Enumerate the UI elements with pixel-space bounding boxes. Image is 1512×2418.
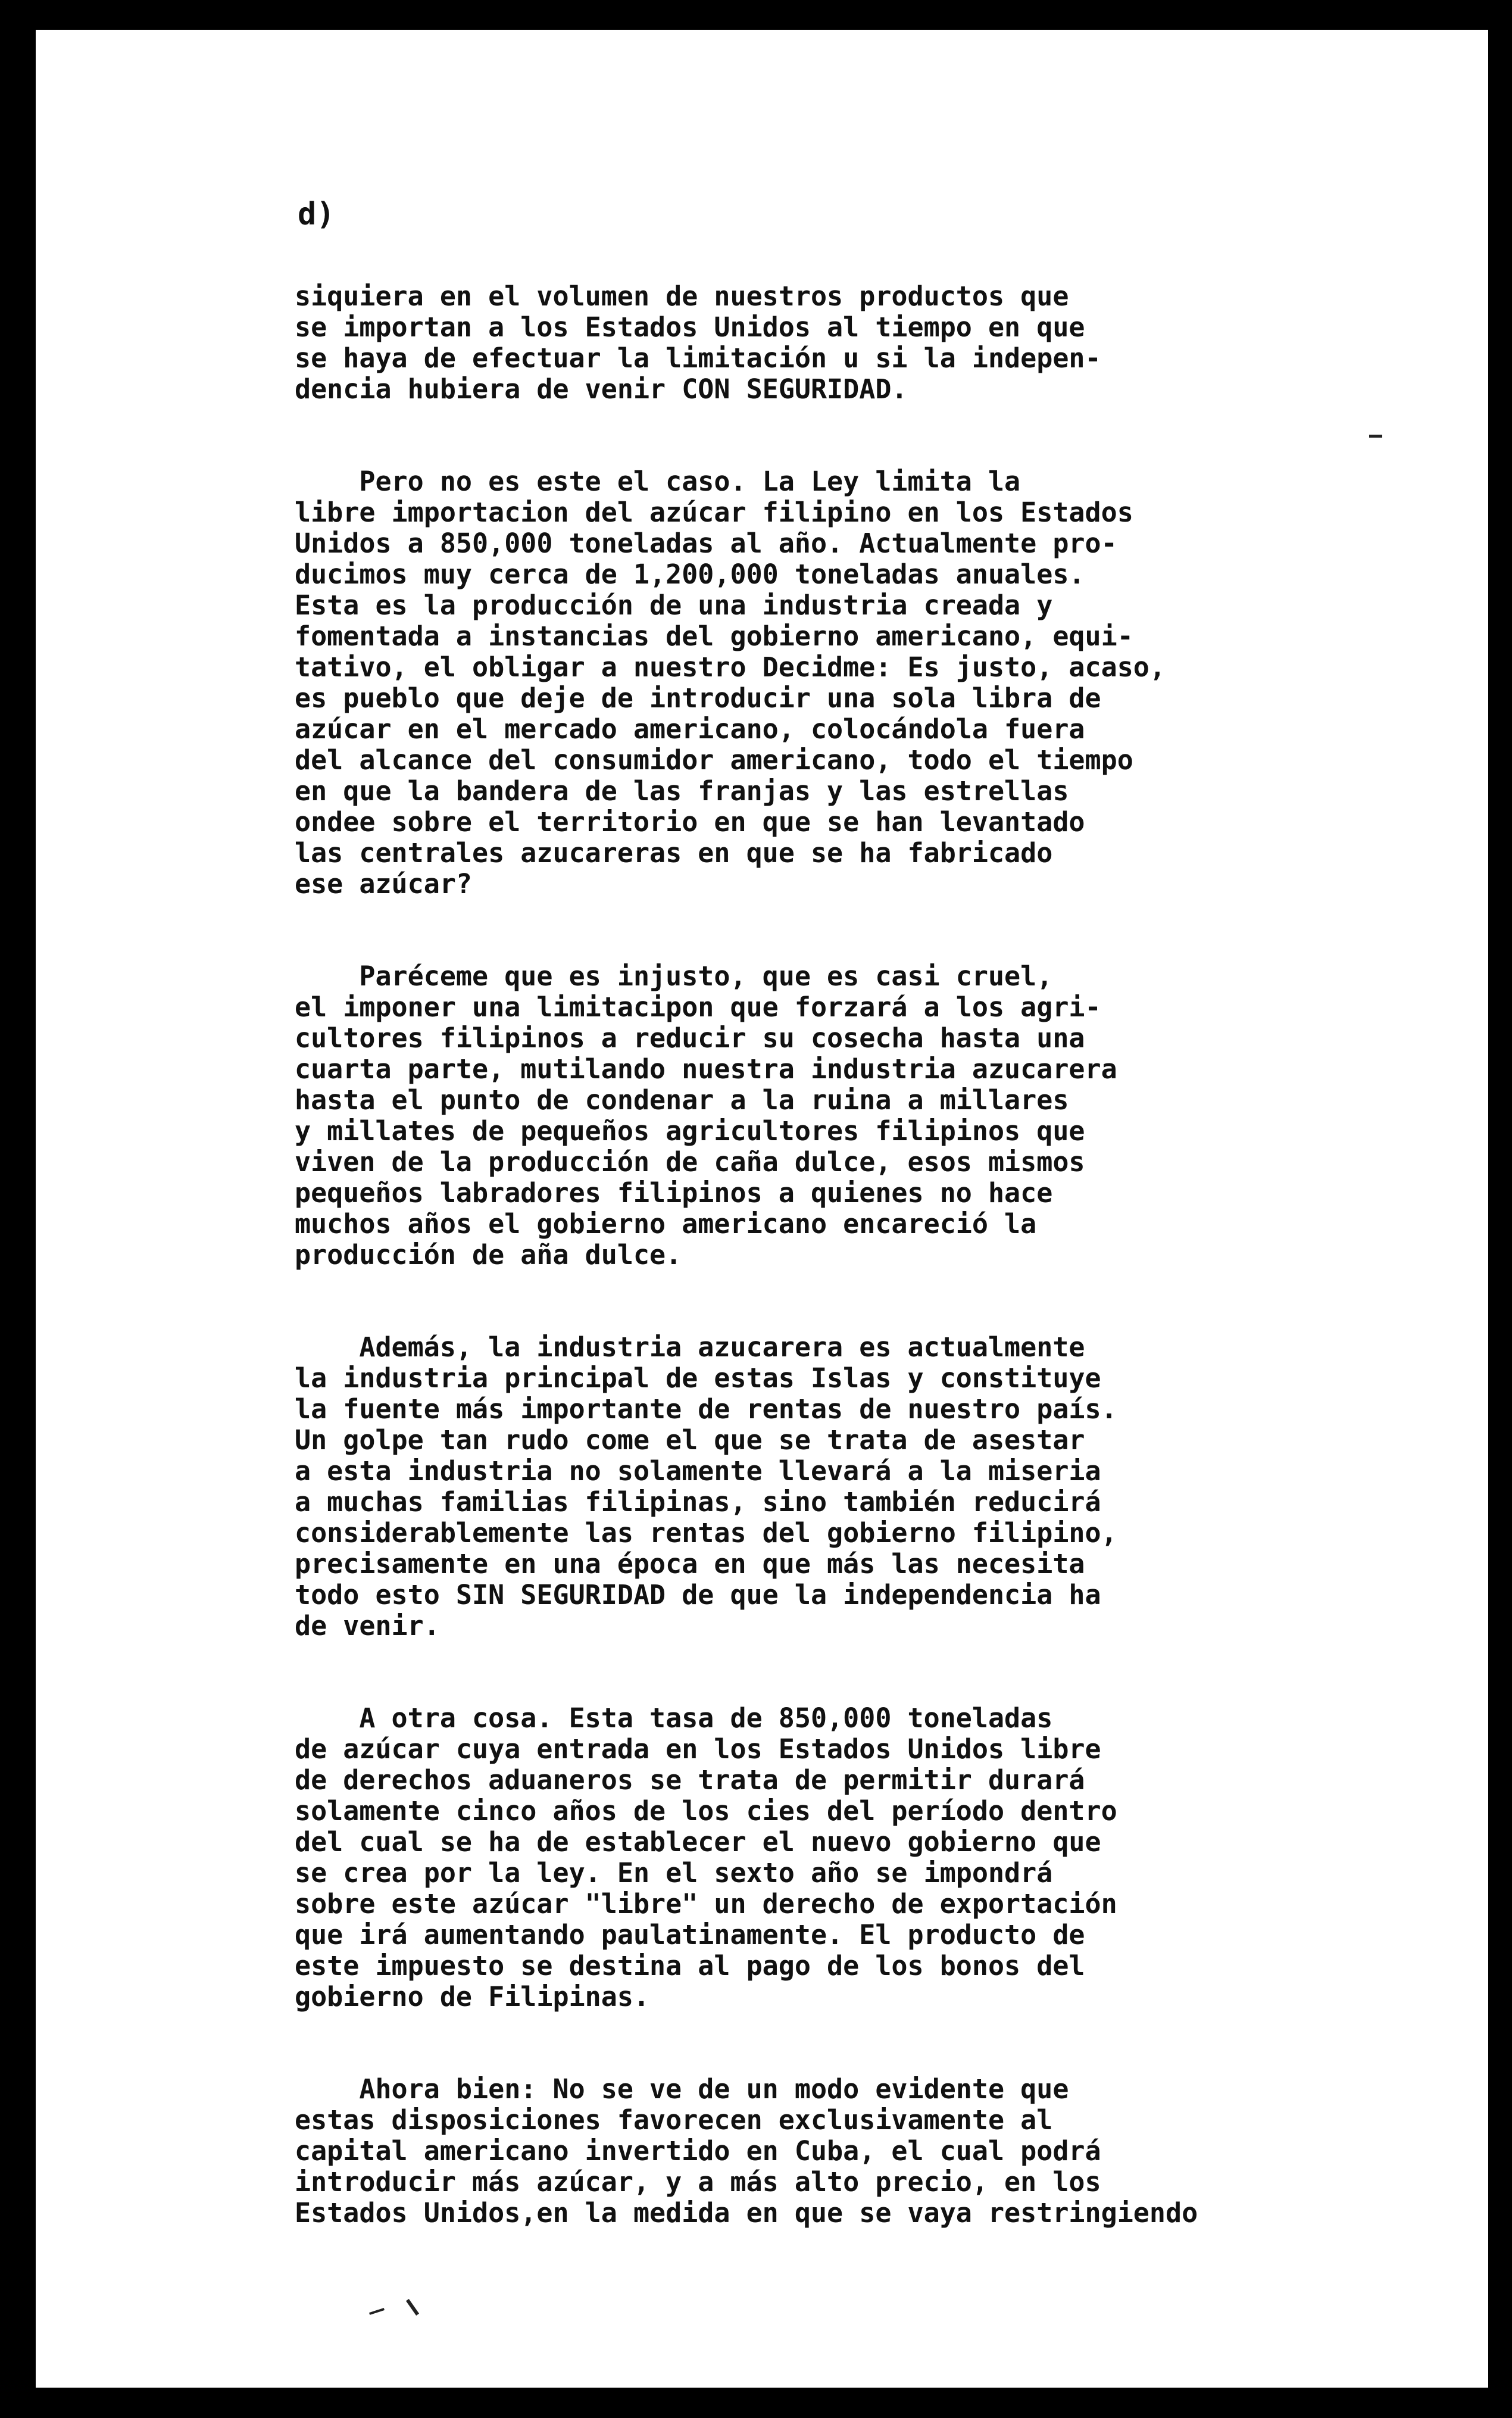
text-line: viven de la producción de caña dulce, esos mismos [295, 1146, 1085, 1178]
text-line: pequeños labradores filipinos a quienes no hace [295, 1177, 1053, 1209]
text-line: azúcar en el mercado americano, colocándola fuera [295, 713, 1085, 745]
document-body [295, 281, 1414, 2290]
text-line: que irá aumentando paulatinamente. El producto de [295, 1919, 1085, 1951]
text-line: cultores filipinos a reducir su cosecha hasta una [295, 1022, 1085, 1054]
text-line: A otra cosa. Esta tasa de 850,000 toneladas [295, 1702, 1053, 1734]
paragraph-3 [295, 961, 1414, 1271]
text-line: todo esto SIN SEGURIDAD de que la independencia ha [295, 1579, 1101, 1611]
text-line: Pero no es este el caso. La Ley limita la [295, 466, 1021, 497]
text-line: Además, la industria azucarera es actualmente [295, 1331, 1085, 1363]
text-line: gobierno de Filipinas. [295, 1981, 650, 2013]
text-line: la fuente más importante de rentas de nuestro país. [295, 1393, 1117, 1425]
text-line: dencia hubiera de venir CON SEGURIDAD. [295, 373, 908, 405]
text-line: considerablemente las rentas del gobierno filipino, [295, 1517, 1117, 1549]
text-line: y millates de pequeños agricultores filipinos que [295, 1115, 1085, 1147]
text-line: se crea por la ley. En el sexto año se impondrá [295, 1857, 1053, 1889]
paragraph-6 [295, 2074, 1414, 2229]
text-line: ducimos muy cerca de 1,200,000 toneladas anuales. [295, 559, 1085, 590]
paragraph-4 [295, 1332, 1414, 1642]
text-line: sobre este azúcar "libre" un derecho de exportación [295, 1888, 1117, 1920]
text-line: es pueblo que deje de introducir una sola libra de [295, 682, 1101, 714]
text-line: se haya de efectuar la limitación u si la indepen- [295, 342, 1101, 374]
text-line: ondee sobre el territorio en que se han levantado [295, 806, 1085, 838]
text-line: cuarta parte, mutilando nuestra industria azucarera [295, 1053, 1117, 1085]
text-line: Un golpe tan rudo come el que se trata de asestar [295, 1424, 1085, 1456]
text-line: a muchas familias filipinas, sino también reducirá [295, 1486, 1101, 1518]
scan-artifact [406, 2299, 419, 2316]
text-line: se importan a los Estados Unidos al tiempo en que [295, 311, 1085, 343]
text-line: capital americano invertido en Cuba, el cual podrá [295, 2135, 1101, 2167]
text-line: siquiera en el volumen de nuestros productos que [295, 280, 1069, 312]
text-line: de derechos aduaneros se trata de permitir durará [295, 1764, 1085, 1796]
text-line: introducir más azúcar, y a más alto precio, en los [295, 2166, 1101, 2198]
text-line: ese azúcar? [295, 868, 473, 900]
text-line: del cual se ha de establecer el nuevo gobierno que [295, 1826, 1101, 1858]
text-line: del alcance del consumidor americano, todo el tiempo [295, 744, 1133, 776]
text-line: libre importacion del azúcar filipino en los Estados [295, 497, 1133, 528]
text-line: producción de aña dulce. [295, 1239, 682, 1271]
text-line: este impuesto se destina al pago de los bonos del [295, 1950, 1085, 1982]
text-line: fomentada a instancias del gobierno americano, equi- [295, 620, 1133, 652]
text-line: de venir. [295, 1610, 440, 1642]
text-line: en que la bandera de las franjas y las estrellas [295, 775, 1069, 807]
text-line: precisamente en una época en que más las necesita [295, 1548, 1085, 1580]
text-line: solamente cinco años de los cies del período dentro [295, 1795, 1117, 1827]
text-line: a esta industria no solamente llevará a la miseria [295, 1455, 1101, 1487]
paragraph-1 [295, 281, 1414, 405]
text-line: las centrales azucareras en que se ha fabricado [295, 837, 1053, 869]
text-line: el imponer una limitacipon que forzará a los agri- [295, 991, 1101, 1023]
scan-artifact [369, 2308, 385, 2315]
page-label: d) [298, 196, 335, 232]
text-line: Unidos a 850,000 toneladas al año. Actualmente pro- [295, 528, 1117, 559]
text-line: de azúcar cuya entrada en los Estados Unidos libre [295, 1733, 1101, 1765]
text-line: tativo, el obligar a nuestro Decidme: Es justo, acaso, [295, 651, 1166, 683]
text-line: Esta es la producción de una industria creada y [295, 589, 1053, 621]
text-line: estas disposiciones favorecen exclusivamente al [295, 2104, 1053, 2136]
text-line: muchos años el gobierno americano encareció la [295, 1208, 1037, 1240]
text-line: la industria principal de estas Islas y constituye [295, 1362, 1101, 1394]
text-line: Estados Unidos,en la medida en que se vaya restringiendo [295, 2197, 1198, 2229]
text-line: hasta el punto de condenar a la ruina a millares [295, 1084, 1069, 1116]
text-line: Ahora bien: No se ve de un modo evidente que [295, 2073, 1069, 2105]
text-line: Paréceme que es injusto, que es casi cruel, [295, 960, 1053, 992]
paragraph-2 [295, 466, 1414, 900]
paragraph-5 [295, 1703, 1414, 2013]
